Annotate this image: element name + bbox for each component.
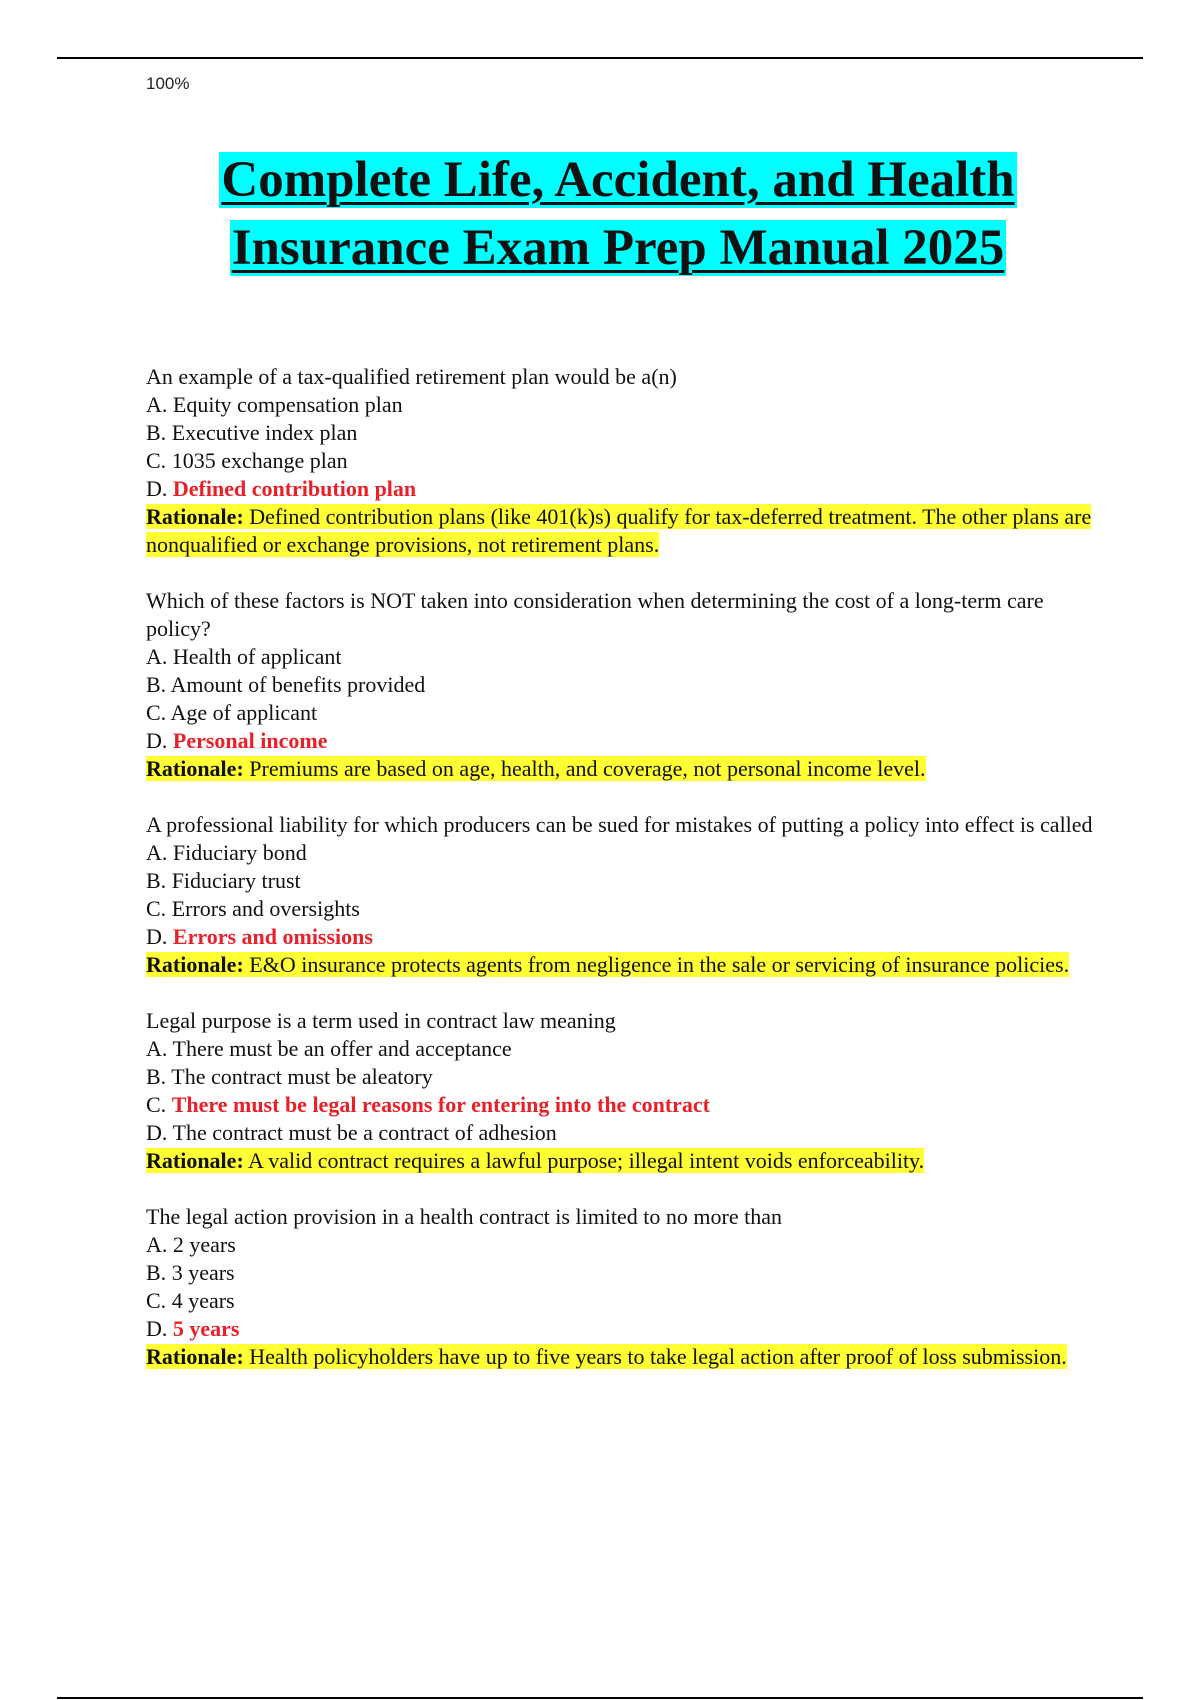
option-a: A. Equity compensation plan <box>146 392 403 417</box>
option-a: A. Fiduciary bond <box>146 840 307 865</box>
rationale: Rationale: A valid contract requires a lawful purpose; illegal intent voids enforceability. <box>146 1148 925 1173</box>
option-b: B. Amount of benefits provided <box>146 672 426 697</box>
rationale: Rationale: Premiums are based on age, health, and coverage, not personal income level. <box>146 756 926 781</box>
title-line-1: Complete Life, Accident, and Health <box>221 152 1015 208</box>
option-d-correct: D. 5 years <box>146 1316 240 1341</box>
option-d-correct: D. Personal income <box>146 728 328 753</box>
rationale: Rationale: E&O insurance protects agents from negligence in the sale or servicing of insurance policies. <box>146 952 1070 977</box>
question-stem: Legal purpose is a term used in contract law meaning <box>146 1008 616 1033</box>
document-title <box>0 146 1200 282</box>
rationale: Rationale: Defined contribution plans (like 401(k)s) qualify for tax-deferred treatment. The other plans are nonqualified or exchange provisions, not retirement plans. <box>146 504 1092 557</box>
question-block <box>146 1203 1096 1371</box>
option-b: B. The contract must be aleatory <box>146 1064 433 1089</box>
option-c: C. 4 years <box>146 1288 235 1313</box>
option-a: A. There must be an offer and acceptance <box>146 1036 512 1061</box>
option-c: C. 1035 exchange plan <box>146 448 348 473</box>
option-d-correct: D. Defined contribution plan <box>146 476 417 501</box>
question-block <box>146 1007 1096 1175</box>
question-block <box>146 363 1096 559</box>
question-block <box>146 811 1096 979</box>
top-rule <box>57 57 1143 59</box>
question-stem: An example of a tax-qualified retirement plan would be a(n) <box>146 364 677 389</box>
option-b: B. Fiduciary trust <box>146 868 301 893</box>
option-b: B. Executive index plan <box>146 420 358 445</box>
question-stem: A professional liability for which producers can be sued for mistakes of putting a policy into effect is called <box>146 812 1093 837</box>
option-c: C. Age of applicant <box>146 700 318 725</box>
rationale: Rationale: Health policyholders have up to five years to take legal action after proof of loss submission. <box>146 1344 1067 1369</box>
option-b: B. 3 years <box>146 1260 235 1285</box>
option-a: A. 2 years <box>146 1232 236 1257</box>
bottom-rule <box>57 1697 1143 1699</box>
option-c: C. Errors and oversights <box>146 896 360 921</box>
question-list <box>146 363 1096 1399</box>
question-stem: Which of these factors is NOT taken into consideration when determining the cost of a long-term care policy? <box>146 588 1044 641</box>
zoom-level: 100% <box>146 74 190 93</box>
option-c-correct: C. There must be legal reasons for entering into the contract <box>146 1092 710 1117</box>
question-block <box>146 587 1096 783</box>
option-d-correct: D. Errors and omissions <box>146 924 373 949</box>
question-stem: The legal action provision in a health contract is limited to no more than <box>146 1204 782 1229</box>
option-a: A. Health of applicant <box>146 644 342 669</box>
option-d: D. The contract must be a contract of adhesion <box>146 1120 557 1145</box>
title-line-2: Insurance Exam Prep Manual 2025 <box>231 220 1005 276</box>
